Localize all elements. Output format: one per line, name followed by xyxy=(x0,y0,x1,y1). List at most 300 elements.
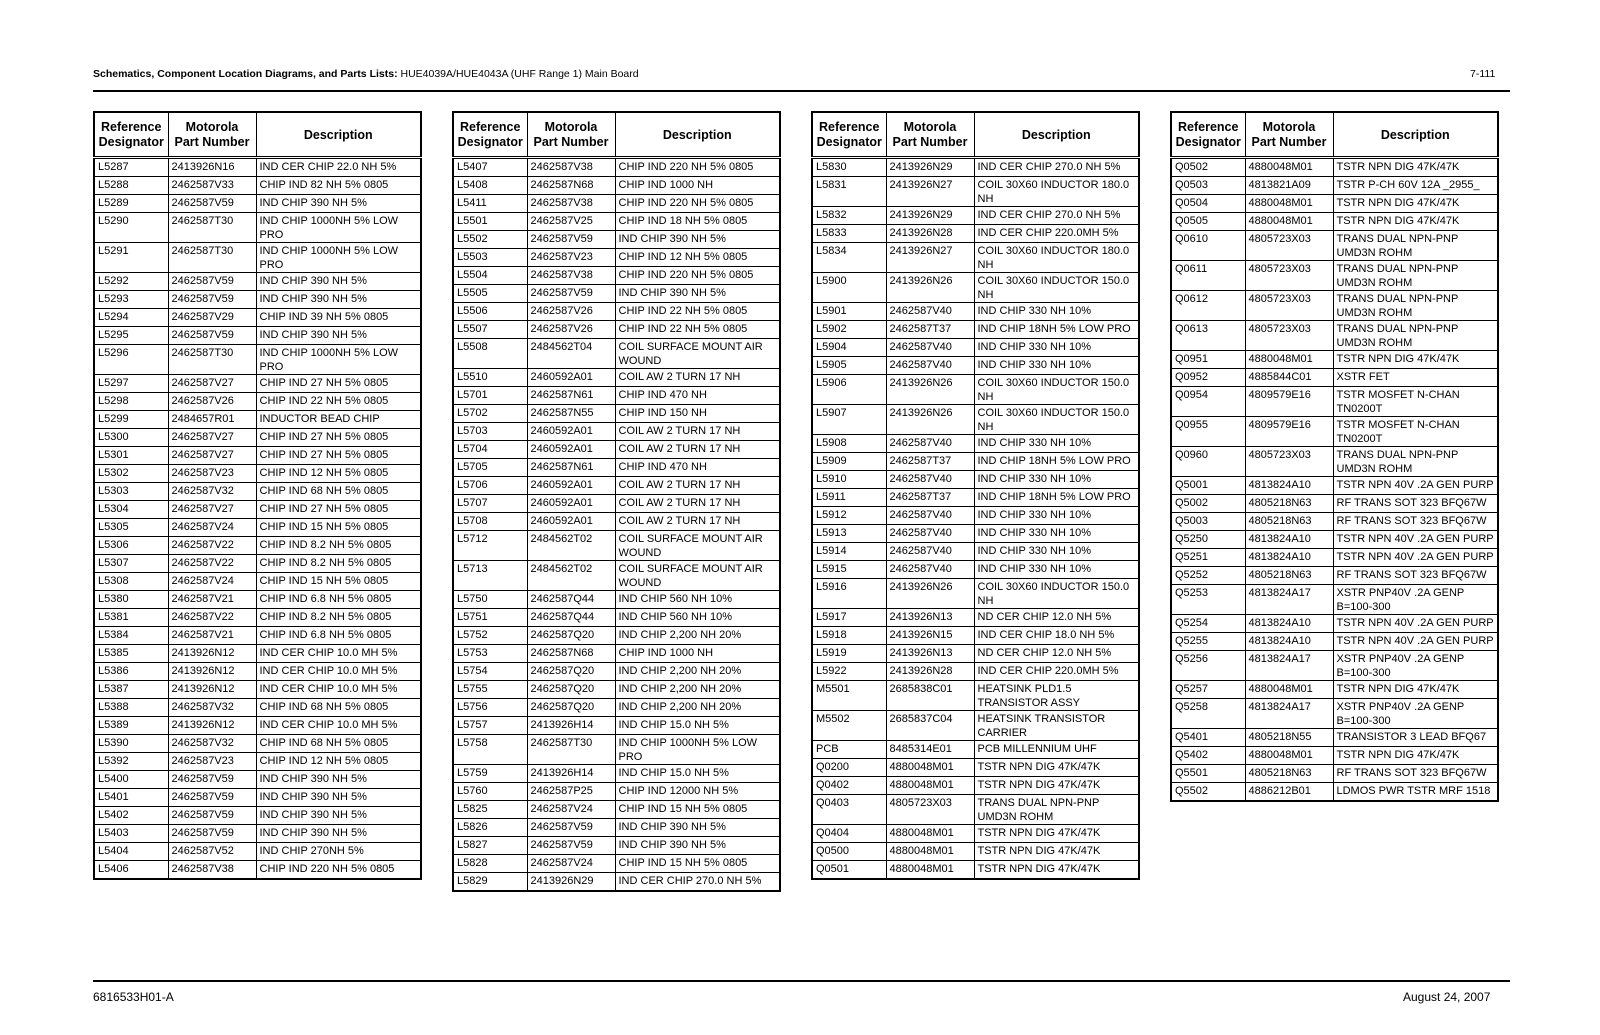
cell-description: HEATSINK PLD1.5 TRANSISTOR ASSY xyxy=(974,681,1139,711)
table-row xyxy=(453,321,780,339)
cell-reference-designator: L5504 xyxy=(453,267,527,285)
cell-description: IND CHIP 390 NH 5% xyxy=(256,825,421,843)
cell-part-number: 2685838C01 xyxy=(886,681,974,711)
cell-description: TSTR NPN DIG 47K/47K xyxy=(1333,195,1498,213)
cell-part-number: 2462587V32 xyxy=(168,483,256,501)
cell-description: CHIP IND 15 NH 5% 0805 xyxy=(256,519,421,537)
table-row xyxy=(94,591,421,609)
cell-part-number: 4809579E16 xyxy=(1245,417,1333,447)
cell-part-number: 2462587N68 xyxy=(527,645,615,663)
cell-reference-designator: L5505 xyxy=(453,285,527,303)
parts-table-1 xyxy=(93,111,422,880)
table-row xyxy=(453,531,780,561)
cell-description: CHIP IND 1000 NH xyxy=(615,177,780,195)
table-row xyxy=(453,855,780,873)
cell-part-number: 2462587T30 xyxy=(168,213,256,243)
cell-part-number: 2462587V40 xyxy=(886,525,974,543)
table-row xyxy=(1171,177,1498,195)
cell-description: CHIP IND 8.2 NH 5% 0805 xyxy=(256,609,421,627)
cell-reference-designator: L5705 xyxy=(453,459,527,477)
cell-reference-designator: Q0402 xyxy=(812,777,886,795)
cell-description: IND CHIP 390 NH 5% xyxy=(256,195,421,213)
table-row xyxy=(812,303,1139,321)
cell-part-number: 2462587V40 xyxy=(886,561,974,579)
cell-reference-designator: L5296 xyxy=(94,345,168,375)
cell-description: CHIP IND 8.2 NH 5% 0805 xyxy=(256,555,421,573)
cell-description: IND CHIP 390 NH 5% xyxy=(615,837,780,855)
cell-description: CHIP IND 15 NH 5% 0805 xyxy=(256,573,421,591)
cell-part-number: 2462587V26 xyxy=(527,321,615,339)
cell-part-number: 2462587V40 xyxy=(886,303,974,321)
cell-part-number: 2462587V59 xyxy=(168,327,256,345)
cell-reference-designator: L5707 xyxy=(453,495,527,513)
cell-description: IND CHIP 390 NH 5% xyxy=(256,273,421,291)
cell-description: IND CHIP 1000NH 5% LOW PRO xyxy=(256,213,421,243)
table-row xyxy=(812,273,1139,303)
cell-description: IND CHIP 2,200 NH 20% xyxy=(615,627,780,645)
cell-reference-designator: Q0505 xyxy=(1171,213,1245,231)
table-row xyxy=(1171,369,1498,387)
cell-part-number: 2462587V38 xyxy=(527,267,615,285)
cell-description: HEATSINK TRANSISTOR CARRIER xyxy=(974,711,1139,741)
cell-part-number: 4880048M01 xyxy=(1245,351,1333,369)
cell-reference-designator: L5305 xyxy=(94,519,168,537)
cell-description: PCB MILLENNIUM UHF xyxy=(974,741,1139,759)
cell-part-number: 4813824A17 xyxy=(1245,699,1333,729)
table-row xyxy=(453,609,780,627)
cell-reference-designator: L5386 xyxy=(94,663,168,681)
col-header-desc: Description xyxy=(974,112,1139,158)
cell-reference-designator: L5827 xyxy=(453,837,527,855)
cell-part-number: 2462587V21 xyxy=(168,591,256,609)
table-row xyxy=(94,273,421,291)
col-header-desc: Description xyxy=(1333,112,1498,158)
table-row xyxy=(812,507,1139,525)
cell-part-number: 4805723X03 xyxy=(1245,447,1333,477)
cell-reference-designator: Q0610 xyxy=(1171,231,1245,261)
cell-reference-designator: L5826 xyxy=(453,819,527,837)
cell-part-number: 2413926N12 xyxy=(168,663,256,681)
cell-description: IND CHIP 330 NH 10% xyxy=(974,543,1139,561)
cell-part-number: 2484562T04 xyxy=(527,339,615,369)
cell-description: IND CHIP 1000NH 5% LOW PRO xyxy=(256,243,421,273)
header-rule xyxy=(93,90,1510,92)
cell-part-number: 4880048M01 xyxy=(1245,158,1333,177)
cell-reference-designator: L5909 xyxy=(812,453,886,471)
cell-description: CHIP IND 18 NH 5% 0805 xyxy=(615,213,780,231)
table-row xyxy=(453,231,780,249)
cell-part-number: 2462587V21 xyxy=(168,627,256,645)
cell-part-number: 4805218N55 xyxy=(1245,729,1333,747)
table-row xyxy=(1171,615,1498,633)
cell-reference-designator: Q5250 xyxy=(1171,531,1245,549)
cell-description: IND CHIP 330 NH 10% xyxy=(974,339,1139,357)
table-header-row xyxy=(94,112,421,158)
table-row xyxy=(94,501,421,519)
cell-reference-designator: Q0200 xyxy=(812,759,886,777)
cell-description: IND CER CHIP 10.0 MH 5% xyxy=(256,681,421,699)
cell-part-number: 2484562T02 xyxy=(527,561,615,591)
cell-reference-designator: L5411 xyxy=(453,195,527,213)
cell-description: CHIP IND 68 NH 5% 0805 xyxy=(256,699,421,717)
cell-description: COIL 30X60 INDUCTOR 180.0 NH xyxy=(974,243,1139,273)
cell-description: IND CHIP 330 NH 10% xyxy=(974,507,1139,525)
cell-part-number: 2462587V22 xyxy=(168,537,256,555)
table-row xyxy=(453,561,780,591)
cell-description: COIL 30X60 INDUCTOR 150.0 NH xyxy=(974,375,1139,405)
cell-reference-designator: Q5501 xyxy=(1171,765,1245,783)
cell-description: IND CER CHIP 22.0 NH 5% xyxy=(256,158,421,177)
cell-description: COIL SURFACE MOUNT AIR WOUND xyxy=(615,561,780,591)
cell-reference-designator: L5760 xyxy=(453,783,527,801)
cell-description: LDMOS PWR TSTR MRF 1518 xyxy=(1333,783,1498,802)
table-row xyxy=(94,609,421,627)
cell-part-number: 2462587N68 xyxy=(527,177,615,195)
table-row xyxy=(453,303,780,321)
cell-part-number: 4805723X03 xyxy=(1245,321,1333,351)
cell-reference-designator: L5704 xyxy=(453,441,527,459)
table-row xyxy=(94,843,421,861)
cell-description: CHIP IND 12000 NH 5% xyxy=(615,783,780,801)
cell-description: TSTR NPN DIG 47K/47K xyxy=(974,825,1139,843)
cell-part-number: 4813824A10 xyxy=(1245,477,1333,495)
cell-part-number: 2462587V40 xyxy=(886,543,974,561)
cell-reference-designator: L5510 xyxy=(453,369,527,387)
cell-reference-designator: L5754 xyxy=(453,663,527,681)
cell-reference-designator: PCB xyxy=(812,741,886,759)
cell-description: CHIP IND 22 NH 5% 0805 xyxy=(256,393,421,411)
cell-part-number: 4880048M01 xyxy=(1245,213,1333,231)
cell-description: IND CHIP 270NH 5% xyxy=(256,843,421,861)
cell-reference-designator: Q5253 xyxy=(1171,585,1245,615)
cell-part-number: 2413926N29 xyxy=(886,158,974,177)
cell-part-number: 4813824A17 xyxy=(1245,651,1333,681)
cell-part-number: 2462587V38 xyxy=(527,195,615,213)
table-row xyxy=(453,765,780,783)
cell-description: CHIP IND 220 NH 5% 0805 xyxy=(615,195,780,213)
cell-reference-designator: L5902 xyxy=(812,321,886,339)
cell-part-number: 2462587V59 xyxy=(168,195,256,213)
cell-part-number: 2462587V32 xyxy=(168,735,256,753)
cell-description: COIL SURFACE MOUNT AIR WOUND xyxy=(615,339,780,369)
cell-part-number: 2462587Q20 xyxy=(527,627,615,645)
cell-reference-designator: L5833 xyxy=(812,225,886,243)
cell-reference-designator: L5290 xyxy=(94,213,168,243)
table-row xyxy=(812,357,1139,375)
cell-description: IND CER CHIP 10.0 MH 5% xyxy=(256,663,421,681)
cell-part-number: 4805218N63 xyxy=(1245,513,1333,531)
cell-reference-designator: Q0612 xyxy=(1171,291,1245,321)
cell-description: CHIP IND 22 NH 5% 0805 xyxy=(615,303,780,321)
cell-part-number: 4880048M01 xyxy=(1245,195,1333,213)
cell-reference-designator: Q0960 xyxy=(1171,447,1245,477)
table-row xyxy=(1171,477,1498,495)
cell-description: TSTR NPN DIG 47K/47K xyxy=(1333,747,1498,765)
cell-reference-designator: Q0954 xyxy=(1171,387,1245,417)
cell-part-number: 2462587N61 xyxy=(527,387,615,405)
cell-part-number: 4805723X03 xyxy=(1245,291,1333,321)
cell-description: TSTR NPN 40V .2A GEN PURP xyxy=(1333,549,1498,567)
cell-part-number: 2413926N28 xyxy=(886,225,974,243)
table-row xyxy=(812,645,1139,663)
cell-description: CHIP IND 12 NH 5% 0805 xyxy=(256,753,421,771)
cell-reference-designator: M5502 xyxy=(812,711,886,741)
cell-description: TSTR NPN 40V .2A GEN PURP xyxy=(1333,477,1498,495)
cell-description: COIL AW 2 TURN 17 NH xyxy=(615,477,780,495)
cell-description: IND CER CHIP 220.0MH 5% xyxy=(974,663,1139,681)
table-row xyxy=(1171,783,1498,802)
cell-reference-designator: L5915 xyxy=(812,561,886,579)
cell-part-number: 2462587V59 xyxy=(168,825,256,843)
col-header-part: Motorola Part Number xyxy=(168,112,256,158)
footer-rule xyxy=(93,980,1510,982)
table-row xyxy=(94,393,421,411)
table-row xyxy=(453,441,780,459)
cell-part-number: 2462587V59 xyxy=(168,771,256,789)
cell-description: IND CER CHIP 10.0 MH 5% xyxy=(256,717,421,735)
table-row xyxy=(453,339,780,369)
cell-part-number: 2462587T37 xyxy=(886,453,974,471)
table-row xyxy=(453,801,780,819)
cell-reference-designator: L5752 xyxy=(453,627,527,645)
table-row xyxy=(1171,651,1498,681)
cell-part-number: 2413926N29 xyxy=(886,207,974,225)
cell-description: IND CHIP 2,200 NH 20% xyxy=(615,663,780,681)
cell-part-number: 2462587V59 xyxy=(168,807,256,825)
footer-date: August 24, 2007 xyxy=(1403,990,1491,1004)
cell-description: CHIP IND 12 NH 5% 0805 xyxy=(615,249,780,267)
cell-reference-designator: L5388 xyxy=(94,699,168,717)
cell-description: TRANS DUAL NPN-PNP UMD3N ROHM xyxy=(1333,291,1498,321)
table-row xyxy=(94,789,421,807)
col-header-ref: Reference Designator xyxy=(453,112,527,158)
cell-description: TSTR NPN DIG 47K/47K xyxy=(974,759,1139,777)
table-row xyxy=(94,327,421,345)
col-header-part: Motorola Part Number xyxy=(886,112,974,158)
cell-part-number: 2462587V59 xyxy=(527,837,615,855)
col-header-part: Motorola Part Number xyxy=(1245,112,1333,158)
table-row xyxy=(1171,195,1498,213)
cell-reference-designator: L5825 xyxy=(453,801,527,819)
cell-description: IND CHIP 390 NH 5% xyxy=(256,291,421,309)
cell-reference-designator: L5302 xyxy=(94,465,168,483)
cell-reference-designator: L5406 xyxy=(94,861,168,880)
cell-reference-designator: L5908 xyxy=(812,435,886,453)
cell-part-number: 2462587V24 xyxy=(168,573,256,591)
table-header-row xyxy=(1171,112,1498,158)
table-row xyxy=(94,465,421,483)
table-row xyxy=(812,321,1139,339)
cell-description: CHIP IND 39 NH 5% 0805 xyxy=(256,309,421,327)
cell-description: CHIP IND 150 NH xyxy=(615,405,780,423)
col-header-desc: Description xyxy=(256,112,421,158)
cell-description: IND CHIP 330 NH 10% xyxy=(974,561,1139,579)
cell-part-number: 2462587V52 xyxy=(168,843,256,861)
cell-reference-designator: L5508 xyxy=(453,339,527,369)
table-row xyxy=(453,177,780,195)
table-row xyxy=(812,543,1139,561)
table-row xyxy=(94,663,421,681)
cell-part-number: 2462587V33 xyxy=(168,177,256,195)
table-row xyxy=(812,489,1139,507)
table-row xyxy=(94,195,421,213)
cell-reference-designator: L5918 xyxy=(812,627,886,645)
table-row xyxy=(812,609,1139,627)
table-row xyxy=(94,213,421,243)
cell-part-number: 4809579E16 xyxy=(1245,387,1333,417)
cell-part-number: 4813824A10 xyxy=(1245,531,1333,549)
table-row xyxy=(812,825,1139,843)
cell-description: IND CHIP 1000NH 5% LOW PRO xyxy=(256,345,421,375)
cell-reference-designator: Q0952 xyxy=(1171,369,1245,387)
cell-part-number: 2462587V59 xyxy=(527,285,615,303)
col-header-ref: Reference Designator xyxy=(94,112,168,158)
table-row xyxy=(812,759,1139,777)
table-row xyxy=(94,158,421,177)
table-row xyxy=(1171,585,1498,615)
table-row xyxy=(812,795,1139,825)
cell-description: XSTR FET xyxy=(1333,369,1498,387)
table-row xyxy=(453,627,780,645)
cell-part-number: 2462587V40 xyxy=(886,339,974,357)
cell-reference-designator: Q5252 xyxy=(1171,567,1245,585)
table-row xyxy=(812,243,1139,273)
table-row xyxy=(812,843,1139,861)
cell-description: TRANSISTOR 3 LEAD BFQ67 xyxy=(1333,729,1498,747)
cell-part-number: 2460592A01 xyxy=(527,477,615,495)
cell-reference-designator: Q5258 xyxy=(1171,699,1245,729)
table-row xyxy=(812,561,1139,579)
cell-description: TSTR P-CH 60V 12A _2955_ xyxy=(1333,177,1498,195)
cell-reference-designator: L5294 xyxy=(94,309,168,327)
cell-reference-designator: L5712 xyxy=(453,531,527,561)
cell-reference-designator: Q0501 xyxy=(812,861,886,880)
cell-part-number: 2413926N26 xyxy=(886,375,974,405)
cell-description: TRANS DUAL NPN-PNP UMD3N ROHM xyxy=(974,795,1139,825)
cell-reference-designator: L5293 xyxy=(94,291,168,309)
cell-description: TSTR NPN DIG 47K/47K xyxy=(1333,213,1498,231)
cell-description: COIL 30X60 INDUCTOR 180.0 NH xyxy=(974,177,1139,207)
cell-description: TRANS DUAL NPN-PNP UMD3N ROHM xyxy=(1333,321,1498,351)
table-row xyxy=(1171,495,1498,513)
cell-description: CHIP IND 27 NH 5% 0805 xyxy=(256,429,421,447)
cell-reference-designator: L5919 xyxy=(812,645,886,663)
cell-reference-designator: L5708 xyxy=(453,513,527,531)
cell-reference-designator: L5295 xyxy=(94,327,168,345)
cell-reference-designator: L5297 xyxy=(94,375,168,393)
cell-reference-designator: L5384 xyxy=(94,627,168,645)
cell-part-number: 4805218N63 xyxy=(1245,567,1333,585)
cell-description: TSTR NPN DIG 47K/47K xyxy=(974,777,1139,795)
cell-part-number: 2413926N29 xyxy=(527,873,615,892)
cell-description: IND CHIP 18NH 5% LOW PRO xyxy=(974,321,1139,339)
cell-part-number: 2413926N16 xyxy=(168,158,256,177)
cell-reference-designator: L5401 xyxy=(94,789,168,807)
table-row xyxy=(94,771,421,789)
cell-reference-designator: L5706 xyxy=(453,477,527,495)
table-row xyxy=(812,405,1139,435)
cell-part-number: 2413926N28 xyxy=(886,663,974,681)
table-row xyxy=(94,309,421,327)
cell-part-number: 2462587V40 xyxy=(886,507,974,525)
cell-part-number: 8485314E01 xyxy=(886,741,974,759)
parts-table-3 xyxy=(811,111,1140,880)
table-row xyxy=(453,285,780,303)
cell-description: TSTR NPN DIG 47K/47K xyxy=(1333,158,1498,177)
cell-reference-designator: L5303 xyxy=(94,483,168,501)
table-row xyxy=(453,495,780,513)
cell-description: IND CHIP 1000NH 5% LOW PRO xyxy=(615,735,780,765)
cell-part-number: 2413926N12 xyxy=(168,681,256,699)
footer-doc-number: 6816533H01-A xyxy=(93,990,174,1004)
page-number: 7-111 xyxy=(1470,68,1496,80)
table-row xyxy=(1171,231,1498,261)
cell-part-number: 2413926N26 xyxy=(886,273,974,303)
cell-description: CHIP IND 68 NH 5% 0805 xyxy=(256,483,421,501)
cell-reference-designator: L5403 xyxy=(94,825,168,843)
cell-part-number: 2462587V22 xyxy=(168,555,256,573)
table-row xyxy=(1171,699,1498,729)
cell-description: CHIP IND 82 NH 5% 0805 xyxy=(256,177,421,195)
cell-part-number: 2462587V23 xyxy=(527,249,615,267)
cell-description: IND CER CHIP 18.0 NH 5% xyxy=(974,627,1139,645)
table-row xyxy=(94,243,421,273)
cell-description: CHIP IND 6.8 NH 5% 0805 xyxy=(256,591,421,609)
cell-description: RF TRANS SOT 323 BFQ67W xyxy=(1333,513,1498,531)
cell-reference-designator: Q0500 xyxy=(812,843,886,861)
cell-reference-designator: Q5002 xyxy=(1171,495,1245,513)
cell-part-number: 2462587V24 xyxy=(527,855,615,873)
cell-part-number: 2462587Q20 xyxy=(527,681,615,699)
cell-reference-designator: L5507 xyxy=(453,321,527,339)
cell-description: CHIP IND 470 NH xyxy=(615,459,780,477)
cell-part-number: 4880048M01 xyxy=(886,843,974,861)
table-row xyxy=(812,225,1139,243)
cell-description: IND CHIP 390 NH 5% xyxy=(615,819,780,837)
cell-description: TSTR NPN 40V .2A GEN PURP xyxy=(1333,531,1498,549)
cell-reference-designator: L5300 xyxy=(94,429,168,447)
table-row xyxy=(812,741,1139,759)
cell-description: IND CHIP 15.0 NH 5% xyxy=(615,765,780,783)
table-row xyxy=(1171,729,1498,747)
table-row xyxy=(812,471,1139,489)
cell-description: TSTR NPN 40V .2A GEN PURP xyxy=(1333,633,1498,651)
cell-reference-designator: L5759 xyxy=(453,765,527,783)
cell-reference-designator: L5292 xyxy=(94,273,168,291)
cell-description: IND CHIP 560 NH 10% xyxy=(615,609,780,627)
cell-description: TSTR NPN DIG 47K/47K xyxy=(1333,351,1498,369)
table-row xyxy=(1171,765,1498,783)
table-row xyxy=(94,291,421,309)
cell-reference-designator: Q5502 xyxy=(1171,783,1245,802)
table-row xyxy=(94,825,421,843)
cell-description: TSTR NPN DIG 47K/47K xyxy=(1333,681,1498,699)
cell-part-number: 4813824A10 xyxy=(1245,633,1333,651)
table-row xyxy=(1171,531,1498,549)
table-row xyxy=(453,717,780,735)
cell-reference-designator: L5755 xyxy=(453,681,527,699)
cell-part-number: 4880048M01 xyxy=(886,825,974,843)
cell-reference-designator: L5900 xyxy=(812,273,886,303)
cell-reference-designator: L5306 xyxy=(94,537,168,555)
cell-part-number: 2462587Q20 xyxy=(527,699,615,717)
cell-reference-designator: L5713 xyxy=(453,561,527,591)
cell-reference-designator: Q0611 xyxy=(1171,261,1245,291)
cell-reference-designator: L5907 xyxy=(812,405,886,435)
table-row xyxy=(453,249,780,267)
cell-part-number: 2462587V23 xyxy=(168,753,256,771)
cell-reference-designator: L5831 xyxy=(812,177,886,207)
